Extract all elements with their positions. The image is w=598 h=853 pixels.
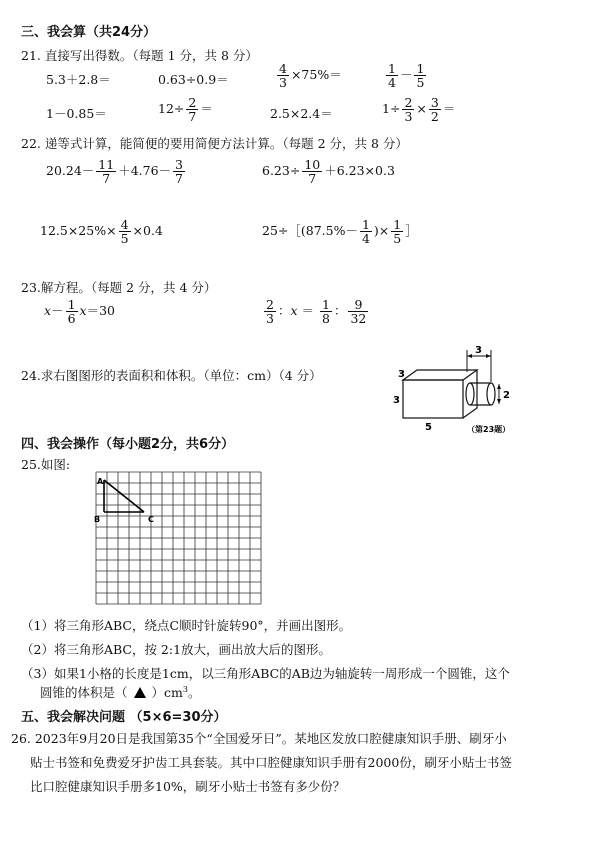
- q26-line-2: 贴士书签和免费爱牙护齿工具套装。其中口腔健康知识手册有2000份，刷牙小贴士书签: [30, 755, 512, 770]
- section-5-title: 五、我会解决问题 （5×6=30分）: [21, 710, 227, 725]
- q21-item-4: $\frac{1}{4}$ － $\frac{1}{5}$: [388, 61, 425, 91]
- fig-caption: （第23题）: [467, 425, 511, 434]
- q25-step-2: （2）将三角形ABC，按 2:1放大，画出放大后的图形。: [21, 642, 332, 657]
- q21-item-1: 5.3＋2.8＝: [46, 72, 111, 87]
- q21-item-7: 2.5×2.4＝: [270, 106, 333, 121]
- q22-item-b: 6.23÷ $\frac{10}{7}$ ＋6.23×0.3: [262, 157, 395, 187]
- q26-line-3: 比口腔健康知识手册多10%，刷牙小贴士书签有多少份？: [30, 779, 346, 794]
- point-c-label: C: [148, 515, 154, 524]
- fig-label-left-top: 3: [398, 369, 405, 380]
- q21-item-3: $\frac{4}{3}$ ×75%＝: [279, 61, 342, 91]
- q25-title: 25.如图:: [21, 457, 71, 472]
- q23-equation-b: $\frac{2}{3}$ ：x ＝ $\frac{1}{8}$ ： $\frac{9}{32}$: [266, 297, 367, 327]
- q25-grid: [88, 470, 268, 612]
- q22-item-c: 12.5×25%× $\frac{4}{5}$ ×0.4: [40, 217, 163, 247]
- q25-step-1: （1）将三角形ABC，绕点C顺时针旋转90°，并画出图形。: [21, 618, 352, 633]
- fig-label-left: 3: [393, 395, 400, 406]
- q21-item-2: 0.63÷0.9＝: [158, 72, 229, 87]
- q21-item-8: 1÷ $\frac{2}{3}$ × $\frac{3}{2}$ ＝: [382, 95, 456, 125]
- answer-blank-triangle-icon: [134, 687, 146, 698]
- fig-label-top: 3: [475, 345, 482, 356]
- fig-label-bottom: 5: [425, 422, 432, 433]
- triangle-side-ac: [104, 480, 144, 512]
- q23-title: 23.解方程。（每题 2 分，共 4 分）: [21, 280, 217, 295]
- q21-item-5: 1－0.85＝: [46, 106, 107, 121]
- q24-title: 24.求右图图形的表面积和体积。（单位：cm）（4 分）: [21, 368, 322, 383]
- q22-item-d: 25÷［(87.5%－ $\frac{1}{4}$ )× $\frac{1}{5}$ ］: [262, 217, 418, 247]
- q21-item-6: 12÷ $\frac{2}{7}$ ＝: [158, 95, 213, 125]
- q21-title: 21. 直接写出得数。（每题 1 分，共 8 分）: [21, 48, 258, 63]
- section-4-title: 四、我会操作（每小题2分，共6分）: [21, 437, 235, 452]
- fig-label-right: 2: [503, 390, 510, 401]
- q26-line-1: 26. 2023年9月20日是我国第35个“全国爱牙日”。某地区发放口腔健康知识手册、刷牙小: [11, 731, 507, 746]
- q25-step-3: （3）如果1小格的长度是1cm，以三角形ABC的AB边为轴旋转一周形成一个圆锥，这个: [21, 666, 510, 681]
- section-3-title: 三、我会算（共24分）: [21, 25, 157, 40]
- point-a-label: A: [97, 477, 104, 486]
- q22-title: 22. 递等式计算，能简便的要用简便方法计算。（每题 2 分，共 8 分）: [21, 136, 408, 151]
- q22-item-a: 20.24－ $\frac{11}{7}$ ＋4.76－ $\frac{3}{7}$: [46, 157, 183, 187]
- q25-step-3-answer: 圆锥的体积是（ ）$cm^3$。: [40, 684, 201, 700]
- point-b-label: B: [94, 515, 101, 524]
- q24-solid-figure: [385, 342, 520, 434]
- q23-equation-a: x－ $\frac{1}{6}$ x＝30: [44, 297, 115, 327]
